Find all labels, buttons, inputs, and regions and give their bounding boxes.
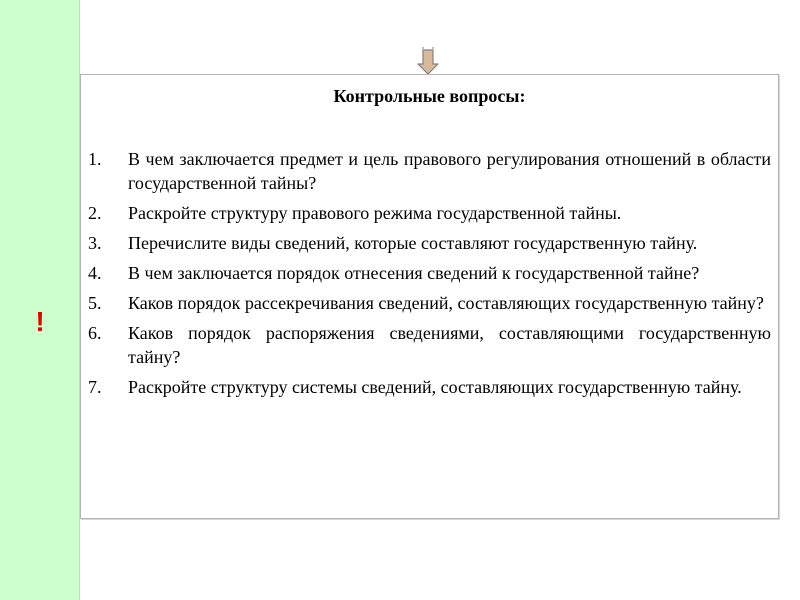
question-number: 5. [88,293,102,313]
questions-list [81,147,778,405]
question-number: 3. [88,233,102,253]
question-text: Раскройте структуру системы сведений, составляющих государственную тайну. [128,377,742,397]
question-text: В чем заключается предмет и цель правового регулирования отношений в области государственной тайны? [128,149,771,193]
question-text: Каков порядок рассекречивания сведений, составляющих государственную тайну? [128,293,764,313]
question-item [81,375,778,399]
question-text: Каков порядок распоряжения сведениями, составляющими государственную тайну? [128,323,771,367]
question-item [81,231,778,255]
question-item [81,147,778,195]
question-number: 1. [88,149,102,169]
question-item [81,321,778,369]
questions-card [80,74,779,519]
question-number: 4. [88,263,102,283]
arrow-down-icon [416,46,440,76]
question-text: Перечислите виды сведений, которые составляют государственную тайну. [128,233,698,253]
question-number: 6. [88,323,102,343]
question-number: 2. [88,203,102,223]
question-item [81,291,778,315]
question-text: В чем заключается порядок отнесения сведений к государственной тайне? [128,263,700,283]
card-title: Контрольные вопросы: [333,86,526,106]
left-sidebar-strip [0,0,80,600]
question-number: 7. [88,377,102,397]
question-text: Раскройте структуру правового режима государственной тайны. [128,203,622,223]
exclamation-marker: ! [35,306,45,337]
question-item [81,201,778,225]
question-item [81,261,778,285]
